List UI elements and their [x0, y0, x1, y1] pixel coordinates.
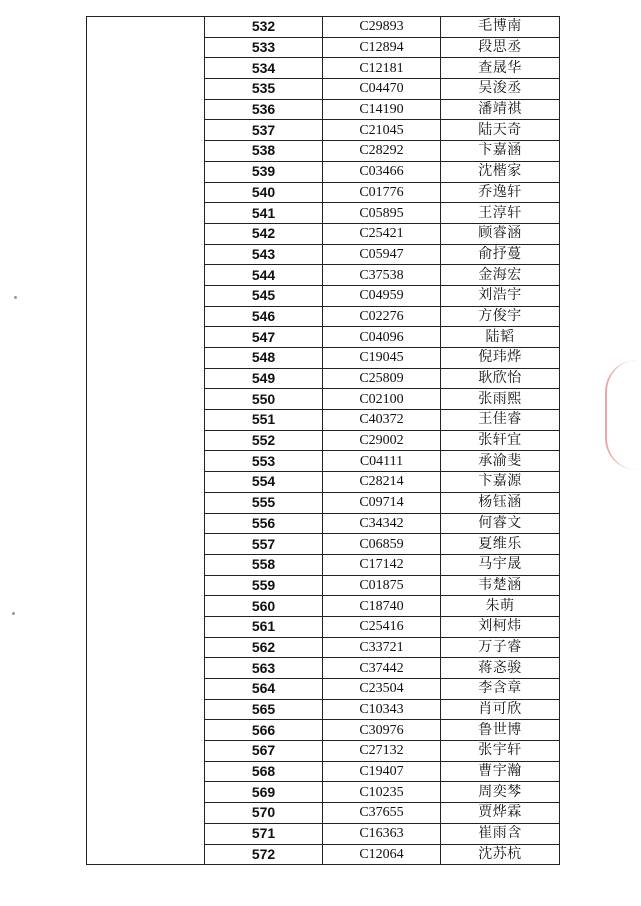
candidate-name: 金海宏 [441, 265, 560, 286]
row-number: 569 [205, 782, 323, 803]
candidate-name: 李含章 [441, 679, 560, 700]
candidate-code: C28214 [323, 472, 441, 493]
row-number: 544 [205, 265, 323, 286]
candidate-name: 顾睿涵 [441, 223, 560, 244]
row-number: 559 [205, 575, 323, 596]
row-number: 540 [205, 182, 323, 203]
candidate-code: C12894 [323, 37, 441, 58]
candidate-name: 王佳睿 [441, 410, 560, 431]
candidate-code: C25809 [323, 368, 441, 389]
candidate-name: 张轩宜 [441, 430, 560, 451]
group-cell [87, 17, 205, 865]
candidate-code: C05947 [323, 244, 441, 265]
candidate-code: C03466 [323, 161, 441, 182]
row-number: 535 [205, 79, 323, 100]
row-number: 549 [205, 368, 323, 389]
row-number: 533 [205, 37, 323, 58]
candidate-name: 朱萌 [441, 596, 560, 617]
row-number: 534 [205, 58, 323, 79]
row-number: 556 [205, 513, 323, 534]
row-number: 547 [205, 327, 323, 348]
candidate-code: C04959 [323, 285, 441, 306]
candidate-code: C16363 [323, 823, 441, 844]
candidate-name: 俞抒蔓 [441, 244, 560, 265]
candidate-name: 吴浚丞 [441, 79, 560, 100]
candidate-name: 何睿文 [441, 513, 560, 534]
candidate-name: 倪玮烨 [441, 348, 560, 369]
candidate-name: 张雨熙 [441, 389, 560, 410]
candidate-code: C17142 [323, 554, 441, 575]
row-number: 563 [205, 658, 323, 679]
row-number: 542 [205, 223, 323, 244]
row-number: 553 [205, 451, 323, 472]
candidate-name: 承渝斐 [441, 451, 560, 472]
candidate-name: 沈楷家 [441, 161, 560, 182]
row-number: 558 [205, 554, 323, 575]
candidate-code: C23504 [323, 679, 441, 700]
candidate-name: 崔雨含 [441, 823, 560, 844]
roster-table [86, 16, 560, 865]
candidate-code: C10343 [323, 699, 441, 720]
candidate-code: C37538 [323, 265, 441, 286]
candidate-name: 肖可欣 [441, 699, 560, 720]
candidate-code: C18740 [323, 596, 441, 617]
scan-speck [12, 612, 15, 615]
candidate-name: 查晟华 [441, 58, 560, 79]
candidate-code: C34342 [323, 513, 441, 534]
row-number: 538 [205, 141, 323, 162]
candidate-code: C40372 [323, 410, 441, 431]
row-number: 555 [205, 492, 323, 513]
row-number: 568 [205, 761, 323, 782]
row-number: 561 [205, 616, 323, 637]
candidate-code: C29002 [323, 430, 441, 451]
candidate-name: 鲁世博 [441, 720, 560, 741]
row-number: 565 [205, 699, 323, 720]
candidate-name: 卞嘉涵 [441, 141, 560, 162]
candidate-code: C09714 [323, 492, 441, 513]
red-seal-stamp [605, 360, 637, 470]
candidate-name: 杨钰涵 [441, 492, 560, 513]
candidate-code: C37442 [323, 658, 441, 679]
candidate-name: 万子睿 [441, 637, 560, 658]
scan-speck [14, 296, 17, 299]
candidate-code: C02276 [323, 306, 441, 327]
row-number: 557 [205, 534, 323, 555]
roster-body [87, 17, 560, 865]
row-number: 572 [205, 844, 323, 865]
candidate-code: C10235 [323, 782, 441, 803]
candidate-code: C04096 [323, 327, 441, 348]
row-number: 539 [205, 161, 323, 182]
candidate-code: C01875 [323, 575, 441, 596]
candidate-code: C21045 [323, 120, 441, 141]
row-number: 543 [205, 244, 323, 265]
candidate-name: 刘柯炜 [441, 616, 560, 637]
candidate-name: 毛博南 [441, 17, 560, 38]
candidate-name: 耿欣怡 [441, 368, 560, 389]
row-number: 541 [205, 203, 323, 224]
row-number: 532 [205, 17, 323, 38]
candidate-code: C12064 [323, 844, 441, 865]
candidate-name: 刘浩宇 [441, 285, 560, 306]
candidate-name: 卞嘉源 [441, 472, 560, 493]
row-number: 548 [205, 348, 323, 369]
candidate-code: C19045 [323, 348, 441, 369]
candidate-name: 马宇晟 [441, 554, 560, 575]
candidate-code: C02100 [323, 389, 441, 410]
table-row [87, 17, 560, 38]
row-number: 545 [205, 285, 323, 306]
candidate-name: 段思丞 [441, 37, 560, 58]
candidate-code: C06859 [323, 534, 441, 555]
row-number: 546 [205, 306, 323, 327]
candidate-name: 夏维乐 [441, 534, 560, 555]
candidate-name: 陆天奇 [441, 120, 560, 141]
row-number: 554 [205, 472, 323, 493]
row-number: 566 [205, 720, 323, 741]
row-number: 551 [205, 410, 323, 431]
candidate-code: C25416 [323, 616, 441, 637]
candidate-code: C33721 [323, 637, 441, 658]
candidate-name: 张宇轩 [441, 741, 560, 762]
row-number: 537 [205, 120, 323, 141]
row-number: 550 [205, 389, 323, 410]
candidate-code: C37655 [323, 803, 441, 824]
row-number: 552 [205, 430, 323, 451]
candidate-code: C30976 [323, 720, 441, 741]
candidate-name: 曹宇瀚 [441, 761, 560, 782]
candidate-name: 潘靖祺 [441, 99, 560, 120]
candidate-name: 陆韬 [441, 327, 560, 348]
candidate-code: C04470 [323, 79, 441, 100]
candidate-name: 韦楚涵 [441, 575, 560, 596]
candidate-name: 乔逸轩 [441, 182, 560, 203]
candidate-code: C14190 [323, 99, 441, 120]
candidate-name: 王淳轩 [441, 203, 560, 224]
candidate-name: 贾烨霖 [441, 803, 560, 824]
row-number: 571 [205, 823, 323, 844]
row-number: 564 [205, 679, 323, 700]
candidate-name: 沈苏杭 [441, 844, 560, 865]
candidate-code: C25421 [323, 223, 441, 244]
candidate-code: C05895 [323, 203, 441, 224]
candidate-name: 蒋忞骏 [441, 658, 560, 679]
row-number: 560 [205, 596, 323, 617]
row-number: 570 [205, 803, 323, 824]
candidate-code: C28292 [323, 141, 441, 162]
candidate-code: C04111 [323, 451, 441, 472]
candidate-code: C29893 [323, 17, 441, 38]
candidate-code: C01776 [323, 182, 441, 203]
row-number: 562 [205, 637, 323, 658]
candidate-code: C12181 [323, 58, 441, 79]
candidate-code: C19407 [323, 761, 441, 782]
candidate-code: C27132 [323, 741, 441, 762]
row-number: 567 [205, 741, 323, 762]
row-number: 536 [205, 99, 323, 120]
candidate-name: 周奕棽 [441, 782, 560, 803]
candidate-name: 方俊宇 [441, 306, 560, 327]
